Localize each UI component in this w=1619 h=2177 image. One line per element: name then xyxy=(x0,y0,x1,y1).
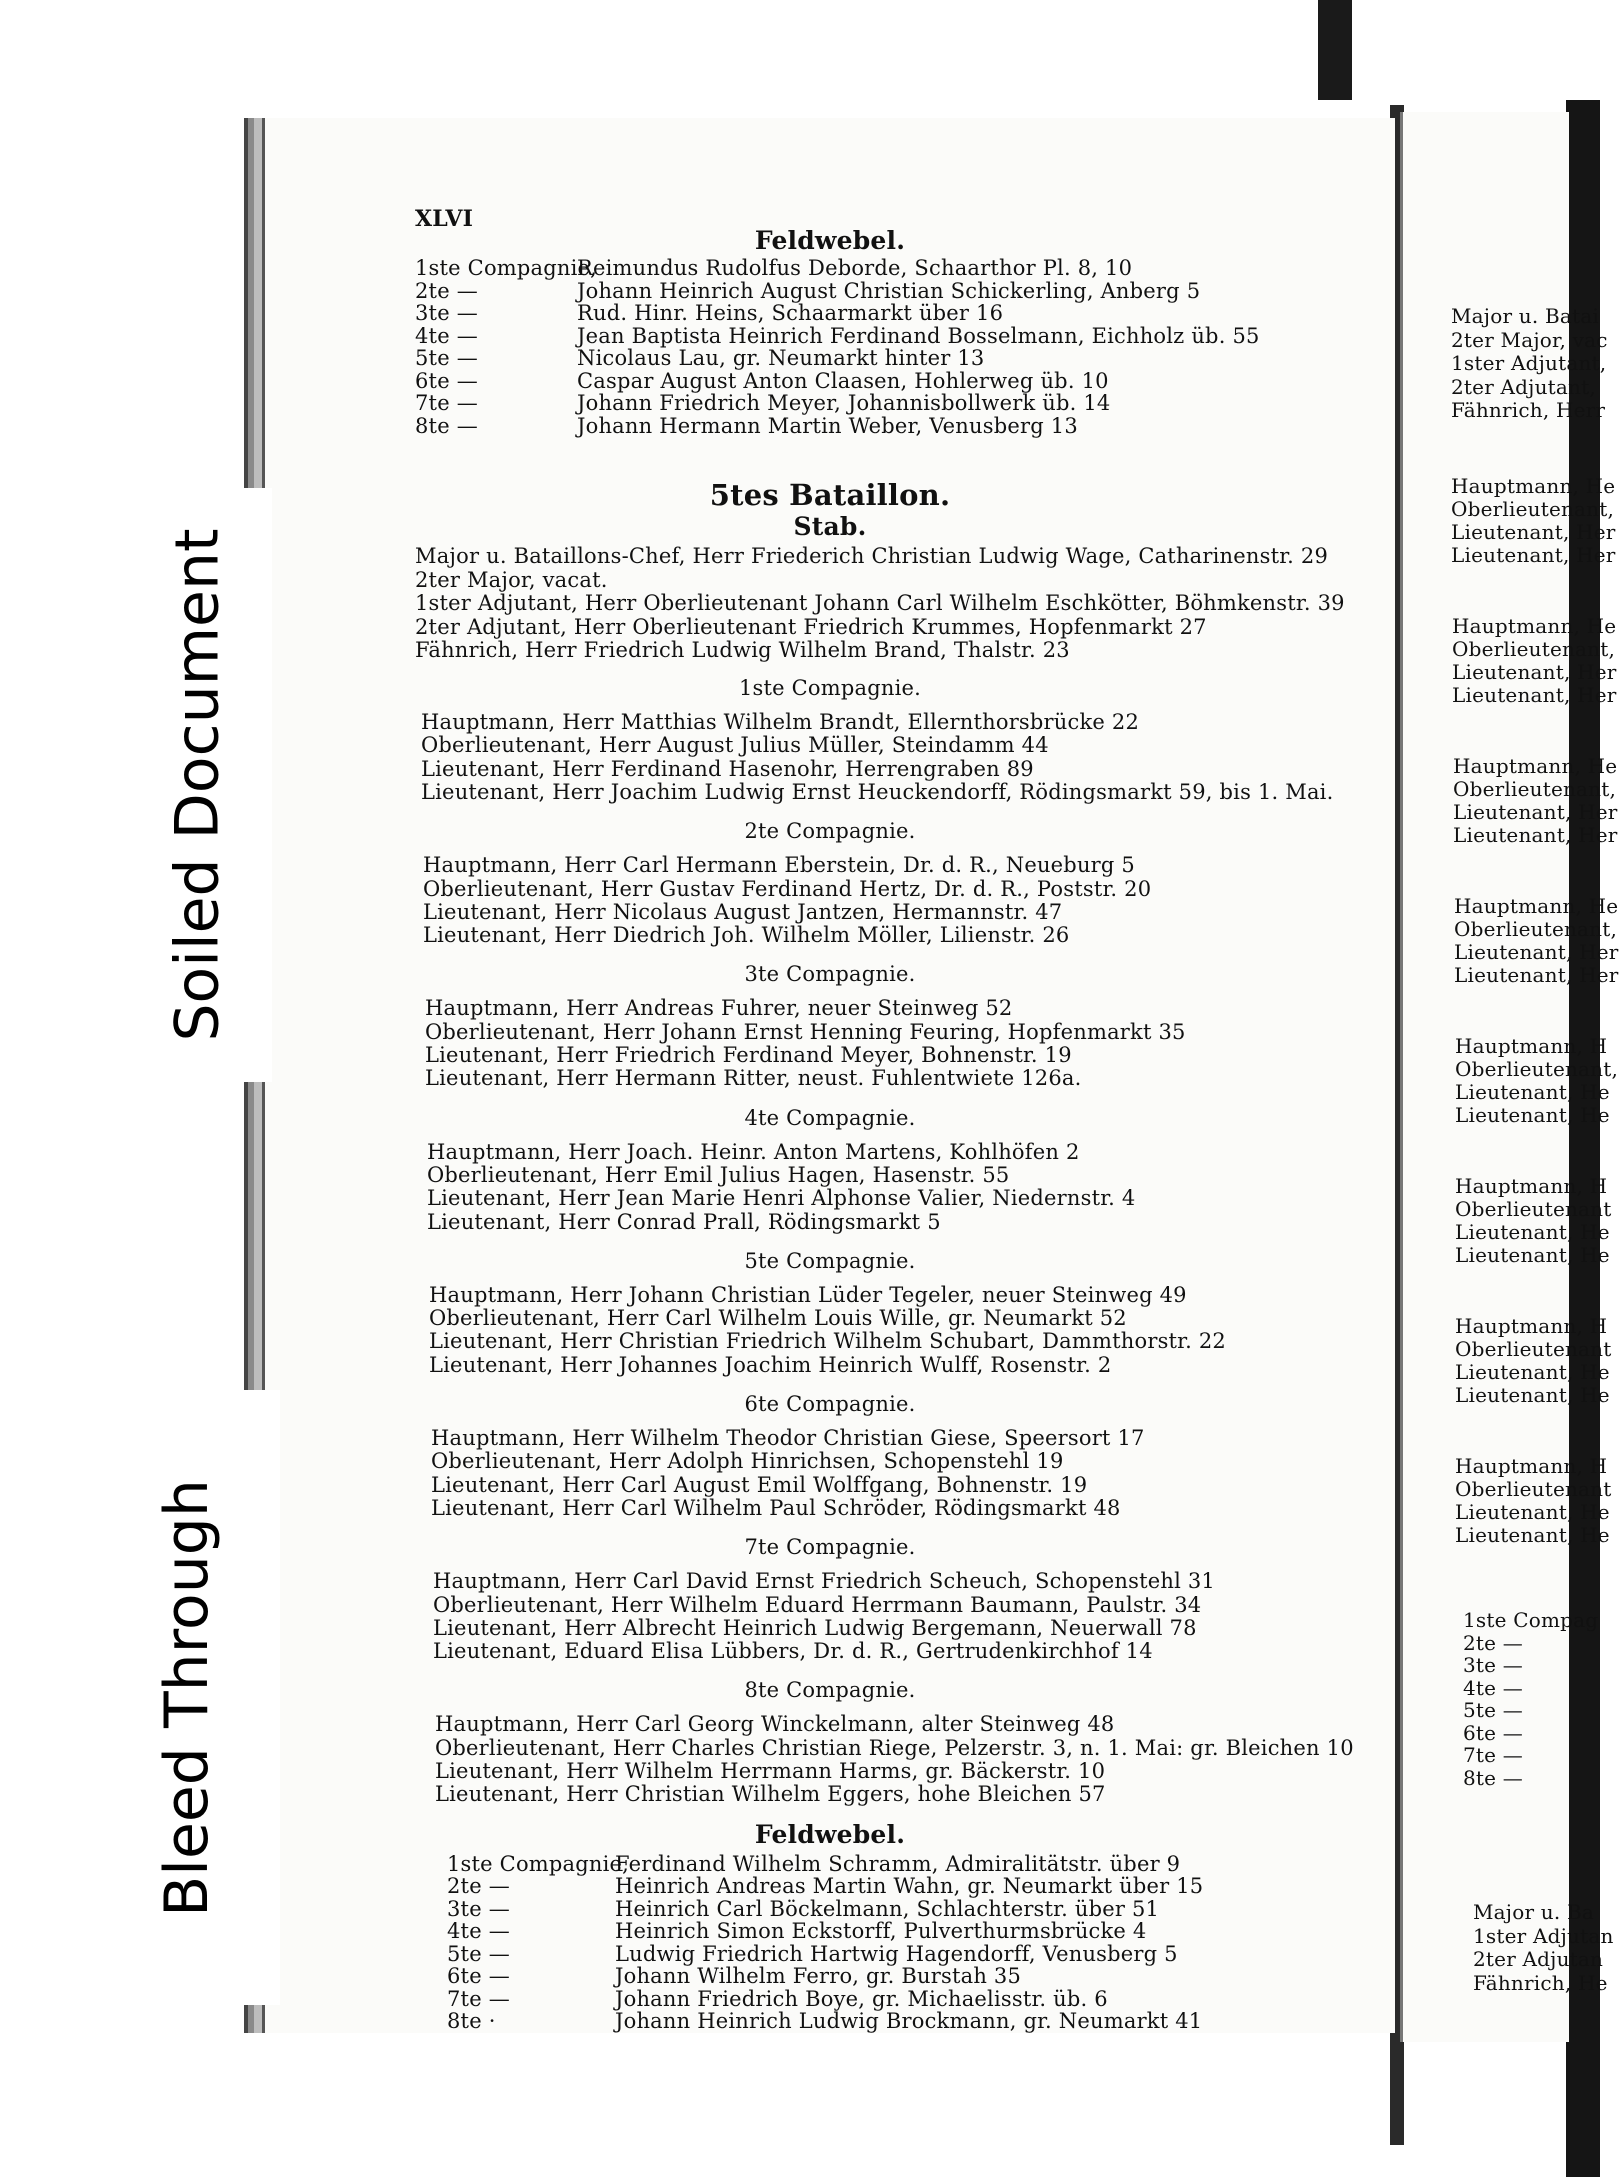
right-page-line: 2te — xyxy=(1463,1630,1523,1655)
right-page-line: 5te — xyxy=(1463,1698,1523,1722)
officer-line: Lieutenant, Herr Friedrich Ferdinand Meyer, Bohnenstr. 19 xyxy=(425,1043,1072,1067)
feldwebel-company: 1ste Compagnie, xyxy=(415,256,598,280)
right-page-line: 1ste Compag xyxy=(1463,1608,1599,1632)
officer-line: Oberlieutenant, Herr Wilhelm Eduard Herrmann Baumann, Paulstr. 34 xyxy=(433,1592,1202,1617)
feldwebel-company: 3te — xyxy=(447,1896,510,1921)
right-page-line: Lieutenant, He xyxy=(1455,1220,1610,1244)
officer-line: Lieutenant, Herr Joachim Ludwig Ernst Heuckendorff, Rödingsmarkt 59, bis 1. Mai. xyxy=(421,779,1334,804)
feldwebel-company: 7te — xyxy=(415,391,478,415)
right-page-line: 1ster Adjutant, xyxy=(1451,351,1607,375)
right-page-line: Lieutenant, He xyxy=(1455,1080,1610,1104)
section-heading: Feldwebel. xyxy=(754,226,906,255)
officer-line: Oberlieutenant, Herr Carl Wilhelm Louis Wille, gr. Neumarkt 52 xyxy=(429,1306,1127,1331)
right-page-line: Oberlieutenant xyxy=(1455,1197,1612,1221)
right-page-line: Hauptmann, He xyxy=(1452,614,1617,638)
feldwebel-company: 1ste Compagnie, xyxy=(447,1851,630,1876)
right-page-line: Lieutenant, He xyxy=(1455,1383,1610,1407)
right-page-line: Oberlieutenant, xyxy=(1455,1057,1619,1081)
feldwebel-company: 6te — xyxy=(447,1964,510,1989)
feldwebel-name: Nicolaus Lau, gr. Neumarkt hinter 13 xyxy=(577,346,985,370)
right-page-line: Oberlieutenant, xyxy=(1453,777,1617,801)
feldwebel-name: Heinrich Carl Böckelmann, Schlachterstr. über 51 xyxy=(615,1896,1160,1921)
right-page-line: Lieutenant, He xyxy=(1455,1243,1610,1267)
right-page-line: Hauptmann, H xyxy=(1455,1174,1608,1198)
right-page-line: Fähnrich, He xyxy=(1473,1970,1608,1995)
right-page xyxy=(1400,112,1619,2042)
officer-line: Oberlieutenant, Herr August Julius Müller, Steindamm 44 xyxy=(421,733,1049,758)
stab-line: Fähnrich, Herr Friedrich Ludwig Wilhelm Brand, Thalstr. 23 xyxy=(415,638,1070,662)
feldwebel-name: Johann Wilhelm Ferro, gr. Burstah 35 xyxy=(615,1964,1022,1989)
officer-line: Lieutenant, Herr Carl Wilhelm Paul Schröder, Rödingsmarkt 48 xyxy=(431,1495,1121,1520)
officer-line: Oberlieutenant, Herr Gustav Ferdinand Hertz, Dr. d. R., Poststr. 20 xyxy=(423,876,1152,901)
stab-line: 1ster Adjutant, Herr Oberlieutenant Johann Carl Wilhelm Eschkötter, Böhmkenstr. 39 xyxy=(415,591,1345,615)
feldwebel-company: 8te · xyxy=(447,2009,496,2034)
officer-line: Lieutenant, Eduard Elisa Lübbers, Dr. d. R., Gertrudenkirchhof 14 xyxy=(433,1639,1153,1664)
right-page-line: Oberlieutenant xyxy=(1455,1337,1612,1361)
right-page-line: 2ter Adjutant, xyxy=(1451,374,1596,399)
right-page-line: Lieutenant, Her xyxy=(1454,963,1619,987)
scan-edge xyxy=(1318,0,1352,100)
right-page-line: Oberlieutenant, xyxy=(1454,917,1618,941)
feldwebel-name: Rud. Hinr. Heins, Schaarmarkt über 16 xyxy=(577,301,1004,325)
battalion-title: 5tes Bataillon. xyxy=(709,478,951,512)
right-page-line: 8te — xyxy=(1463,1765,1523,1790)
feldwebel-name: Heinrich Andreas Martin Wahn, gr. Neumarkt über 15 xyxy=(615,1874,1204,1899)
feldwebel-company: 3te — xyxy=(415,301,478,325)
feldwebel-name: Reimundus Rudolfus Deborde, Schaarthor Pl. 8, 10 xyxy=(577,256,1133,280)
right-page-line: Hauptmann, He xyxy=(1454,894,1619,918)
feldwebel-company: 5te — xyxy=(447,1941,510,1966)
officer-line: Hauptmann, Herr Matthias Wilhelm Brandt, Ellernthorsbrücke 22 xyxy=(421,710,1140,734)
feldwebel-name: Heinrich Simon Eckstorff, Pulverthurmsbrücke 4 xyxy=(615,1919,1147,1944)
company-heading: 1ste Compagnie. xyxy=(738,676,922,700)
right-page-line: Lieutenant, Her xyxy=(1451,520,1616,544)
feldwebel-name: Ludwig Friedrich Hartwig Hagendorff, Venusberg 5 xyxy=(615,1941,1178,1966)
officer-line: Lieutenant, Herr Hermann Ritter, neust. Fuhlentwiete 126a. xyxy=(425,1066,1082,1091)
officer-line: Hauptmann, Herr Andreas Fuhrer, neuer Steinweg 52 xyxy=(425,996,1013,1021)
officer-line: Lieutenant, Herr Albrecht Heinrich Ludwig Bergemann, Neuerwall 78 xyxy=(433,1615,1197,1640)
left-page xyxy=(262,118,1395,2033)
right-page-line: Major u. Ba xyxy=(1473,1900,1594,1924)
right-page-line: Major u. Batai xyxy=(1451,304,1599,328)
officer-line: Lieutenant, Herr Johannes Joachim Heinrich Wulff, Rosenstr. 2 xyxy=(429,1352,1112,1377)
officer-line: Oberlieutenant, Herr Charles Christian Riege, Pelzerstr. 3, n. 1. Mai: gr. Bleichen 10 xyxy=(435,1735,1354,1760)
right-page-line: Lieutenant, He xyxy=(1455,1523,1610,1547)
feldwebel-name: Johann Friedrich Meyer, Johannisbollwerk üb. 14 xyxy=(577,391,1111,415)
feldwebel-company: 2te — xyxy=(415,278,478,303)
company-heading: 7te Compagnie. xyxy=(744,1535,916,1560)
officer-line: Oberlieutenant, Herr Adolph Hinrichsen, Schopenstehl 19 xyxy=(431,1449,1064,1474)
right-page-line: Lieutenant, Her xyxy=(1454,940,1619,964)
officer-line: Oberlieutenant, Herr Emil Julius Hagen, Hasenstr. 55 xyxy=(427,1162,1010,1187)
officer-line: Hauptmann, Herr Carl Hermann Eberstein, Dr. d. R., Neueburg 5 xyxy=(423,853,1135,878)
right-page-line: 7te — xyxy=(1463,1743,1523,1767)
stab-heading: Stab. xyxy=(793,512,867,541)
officer-line: Lieutenant, Herr Jean Marie Henri Alphonse Valier, Niedernstr. 4 xyxy=(427,1186,1136,1211)
officer-line: Hauptmann, Herr Wilhelm Theodor Christian Giese, Speersort 17 xyxy=(431,1426,1145,1450)
soiled-document-label: Soiled Document xyxy=(124,488,272,1082)
right-page-line: 6te — xyxy=(1463,1720,1523,1745)
company-heading: 3te Compagnie. xyxy=(744,962,916,987)
stab-line: Major u. Bataillons-Chef, Herr Friederich Christian Ludwig Wage, Catharinenstr. 29 xyxy=(415,544,1329,568)
stab-line: 2ter Major, vacat. xyxy=(415,567,608,592)
right-page-line: Hauptmann, H xyxy=(1455,1314,1608,1338)
feldwebel-name: Johann Heinrich August Christian Schickerling, Anberg 5 xyxy=(577,278,1201,303)
officer-line: Lieutenant, Herr Wilhelm Herrmann Harms, gr. Bäckerstr. 10 xyxy=(435,1759,1106,1783)
bleed-through-label: Bleed Through xyxy=(94,1390,280,2005)
officer-line: Oberlieutenant, Herr Johann Ernst Henning Feuring, Hopfenmarkt 35 xyxy=(425,1019,1186,1044)
right-page-line: 2ter Major, vac xyxy=(1451,327,1608,352)
right-page-line: Lieutenant, Her xyxy=(1453,823,1618,847)
officer-line: Hauptmann, Herr Carl David Ernst Friedrich Scheuch, Schopenstehl 31 xyxy=(433,1569,1215,1594)
right-page-line: Oberlieutenant xyxy=(1455,1477,1612,1501)
right-page-line: Oberlieutenant, xyxy=(1452,637,1616,661)
right-page-line: Lieutenant, He xyxy=(1455,1103,1610,1127)
right-page-line: Lieutenant, Her xyxy=(1452,660,1617,684)
page-folio: XLVI xyxy=(415,206,474,232)
feldwebel-company: 7te — xyxy=(447,1986,510,2011)
feldwebel-name: Johann Heinrich Ludwig Brockmann, gr. Neumarkt 41 xyxy=(615,2009,1203,2034)
officer-line: Lieutenant, Herr Carl August Emil Wolffgang, Bohnenstr. 19 xyxy=(431,1472,1088,1497)
right-page-line: Hauptmann, He xyxy=(1453,754,1618,778)
feldwebel-name: Caspar August Anton Claasen, Hohlerweg üb. 10 xyxy=(577,368,1109,393)
right-page-line: Lieutenant, Her xyxy=(1452,683,1617,707)
company-heading: 6te Compagnie. xyxy=(744,1392,916,1416)
officer-line: Lieutenant, Herr Conrad Prall, Rödingsmarkt 5 xyxy=(427,1209,941,1234)
company-heading: 4te Compagnie. xyxy=(744,1105,916,1130)
right-page-line: Hauptmann, H xyxy=(1455,1454,1608,1478)
feldwebel-company: 4te — xyxy=(415,323,478,348)
officer-line: Hauptmann, Herr Joach. Heinr. Anton Martens, Kohlhöfen 2 xyxy=(427,1139,1080,1164)
officer-line: Lieutenant, Herr Christian Friedrich Wilhelm Schubart, Dammthorstr. 22 xyxy=(429,1329,1226,1354)
right-page-line: Lieutenant, He xyxy=(1455,1500,1610,1524)
officer-line: Lieutenant, Herr Nicolaus August Jantzen, Hermannstr. 47 xyxy=(423,899,1063,924)
feldwebel-name: Johann Friedrich Boye, gr. Michaelisstr. üb. 6 xyxy=(615,1986,1108,2011)
feldwebel-name: Johann Hermann Martin Weber, Venusberg 13 xyxy=(577,413,1078,438)
officer-line: Lieutenant, Herr Christian Wilhelm Eggers, hohe Bleichen 57 xyxy=(435,1782,1106,1807)
section-heading: Feldwebel. xyxy=(754,1819,906,1849)
feldwebel-company: 2te — xyxy=(447,1874,510,1899)
right-page-line: Hauptmann, H xyxy=(1455,1034,1608,1058)
right-page-line: Hauptmann, He xyxy=(1451,474,1616,498)
feldwebel-company: 6te — xyxy=(415,368,478,393)
officer-line: Hauptmann, Herr Johann Christian Lüder Tegeler, neuer Steinweg 49 xyxy=(429,1282,1187,1307)
right-page-line: 3te — xyxy=(1463,1653,1523,1677)
stab-line: 2ter Adjutant, Herr Oberlieutenant Friedrich Krummes, Hopfenmarkt 27 xyxy=(415,614,1207,639)
feldwebel-name: Ferdinand Wilhelm Schramm, Admiralitätstr. über 9 xyxy=(615,1851,1181,1876)
right-page-line: Lieutenant, Her xyxy=(1453,800,1618,824)
officer-line: Lieutenant, Herr Ferdinand Hasenohr, Herrengraben 89 xyxy=(421,756,1034,781)
feldwebel-company: 8te — xyxy=(415,413,478,438)
company-heading: 8te Compagnie. xyxy=(744,1678,916,1703)
right-page-line: Lieutenant, He xyxy=(1455,1360,1610,1384)
officer-line: Lieutenant, Herr Diedrich Joh. Wilhelm Möller, Lilienstr. 26 xyxy=(423,923,1070,948)
right-page-line: Oberlieutenant, xyxy=(1451,497,1615,521)
feldwebel-company: 4te — xyxy=(447,1919,510,1944)
right-page-line: Fähnrich, Herr xyxy=(1451,398,1606,422)
right-page-line: Lieutenant, Her xyxy=(1451,543,1616,567)
right-page-line: 4te — xyxy=(1463,1675,1523,1700)
right-page-line: 2ter Adjutan xyxy=(1473,1947,1604,1971)
company-heading: 2te Compagnie. xyxy=(744,819,916,844)
company-heading: 5te Compagnie. xyxy=(744,1248,916,1273)
officer-line: Hauptmann, Herr Carl Georg Winckelmann, alter Steinweg 48 xyxy=(435,1712,1115,1737)
feldwebel-company: 5te — xyxy=(415,346,478,370)
right-page-line: 1ster Adjutan xyxy=(1473,1923,1614,1948)
feldwebel-name: Jean Baptista Heinrich Ferdinand Bosselmann, Eichholz üb. 55 xyxy=(577,323,1260,348)
